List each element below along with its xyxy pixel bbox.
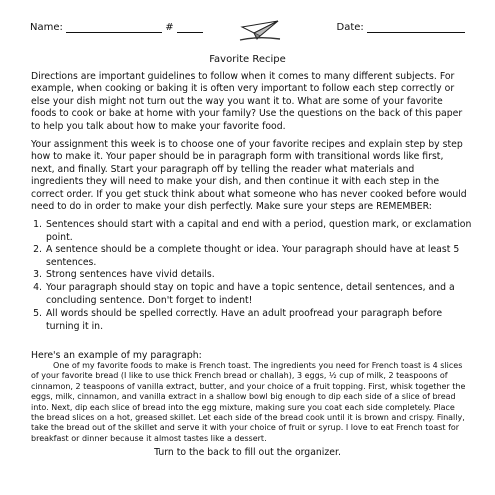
rule-number: 3. xyxy=(33,269,42,280)
paper-airplane-icon xyxy=(238,18,282,42)
rule-text: All words should be spelled correctly. Have an adult proofread your paragraph before turning it in. xyxy=(46,308,443,332)
rule-number: 5. xyxy=(33,308,42,319)
rule-item xyxy=(22,282,472,308)
assignment-paragraph: Your assignment this week is to choose one of your favorite recipes and explain step by step how to make it. Your paper should be in paragraph form with transitional words like first, next, and finally. Start your paragraph off by telling the reader what materials and ingredients they will need to make your dish, and then continue it with each step in the correct order. If you get stuck think about what someone who has never cooked before would need to do in order to make your dish perfectly. Make sure your steps are REMEMBER: xyxy=(31,139,467,213)
footer-instruction: Turn to the back to fill out the organizer. xyxy=(154,447,341,458)
name-label: Name: xyxy=(30,22,63,33)
directions-paragraph: Directions are important guidelines to follow when it comes to many different subjects. For example, when cooking or baking it is often very important to follow each step correctly or else your dish might not turn out the way you want it to. What are some of your favorite foods to cook or bake at home with your family? Use the questions on the back of this paper to help you talk about how to make your favorite food. xyxy=(31,71,463,132)
rule-item xyxy=(22,308,472,333)
header xyxy=(30,18,465,38)
date-label: Date: xyxy=(336,22,364,33)
example-paragraph: One of my favorite foods to make is French toast. The ingredients you need for French toast is 4 slices of your favorite bread (I like to use thick French bread or challah), 3 eggs, ½ cup of milk, 2 teaspoons of cinnamon, 2 teaspoons of vanilla extract, butter, and your choice of a fruit topping. First, whisk together the eggs, milk, cinnamon, and vanilla extract in a shallow bowl big enough to dip each side of a slice of bread into. Next, dip each slice of bread into the egg mixture, making sure you coat each side completely. Place the bread slices on a hot, greased skillet. Let each side of the bread cook until it is brown and crispy. Finally, take the bread out of the skillet and serve it with your choice of fruit or syrup. I love to eat French toast for breakfast or dinner because it almost tastes like a dessert. xyxy=(31,361,466,443)
rule-number: 2. xyxy=(33,244,42,255)
example-heading: Here's an example of my paragraph: xyxy=(31,350,202,361)
rule-number: 4. xyxy=(33,282,42,293)
rules-list xyxy=(22,219,472,333)
rule-item xyxy=(22,244,472,269)
rule-item xyxy=(22,219,472,244)
rule-text: Strong sentences have vivid details. xyxy=(46,269,215,280)
number-label: # xyxy=(165,22,174,33)
number-blank[interactable] xyxy=(177,22,203,33)
date-blank[interactable] xyxy=(367,22,465,33)
rule-text: Your paragraph should stay on topic and have a topic sentence, detail sentences, and a concluding sentence. Don't forget to indent! xyxy=(46,282,455,306)
name-field xyxy=(30,22,203,33)
rule-item xyxy=(22,269,472,282)
name-blank[interactable] xyxy=(66,22,162,33)
page-title: Favorite Recipe xyxy=(209,54,286,65)
rule-text: Sentences should start with a capital and end with a period, question mark, or exclamation point. xyxy=(46,219,472,243)
rule-text: A sentence should be a complete thought or idea. Your paragraph should have at least 5 sentences. xyxy=(46,244,460,268)
date-field xyxy=(337,22,465,33)
rule-number: 1. xyxy=(33,219,42,230)
